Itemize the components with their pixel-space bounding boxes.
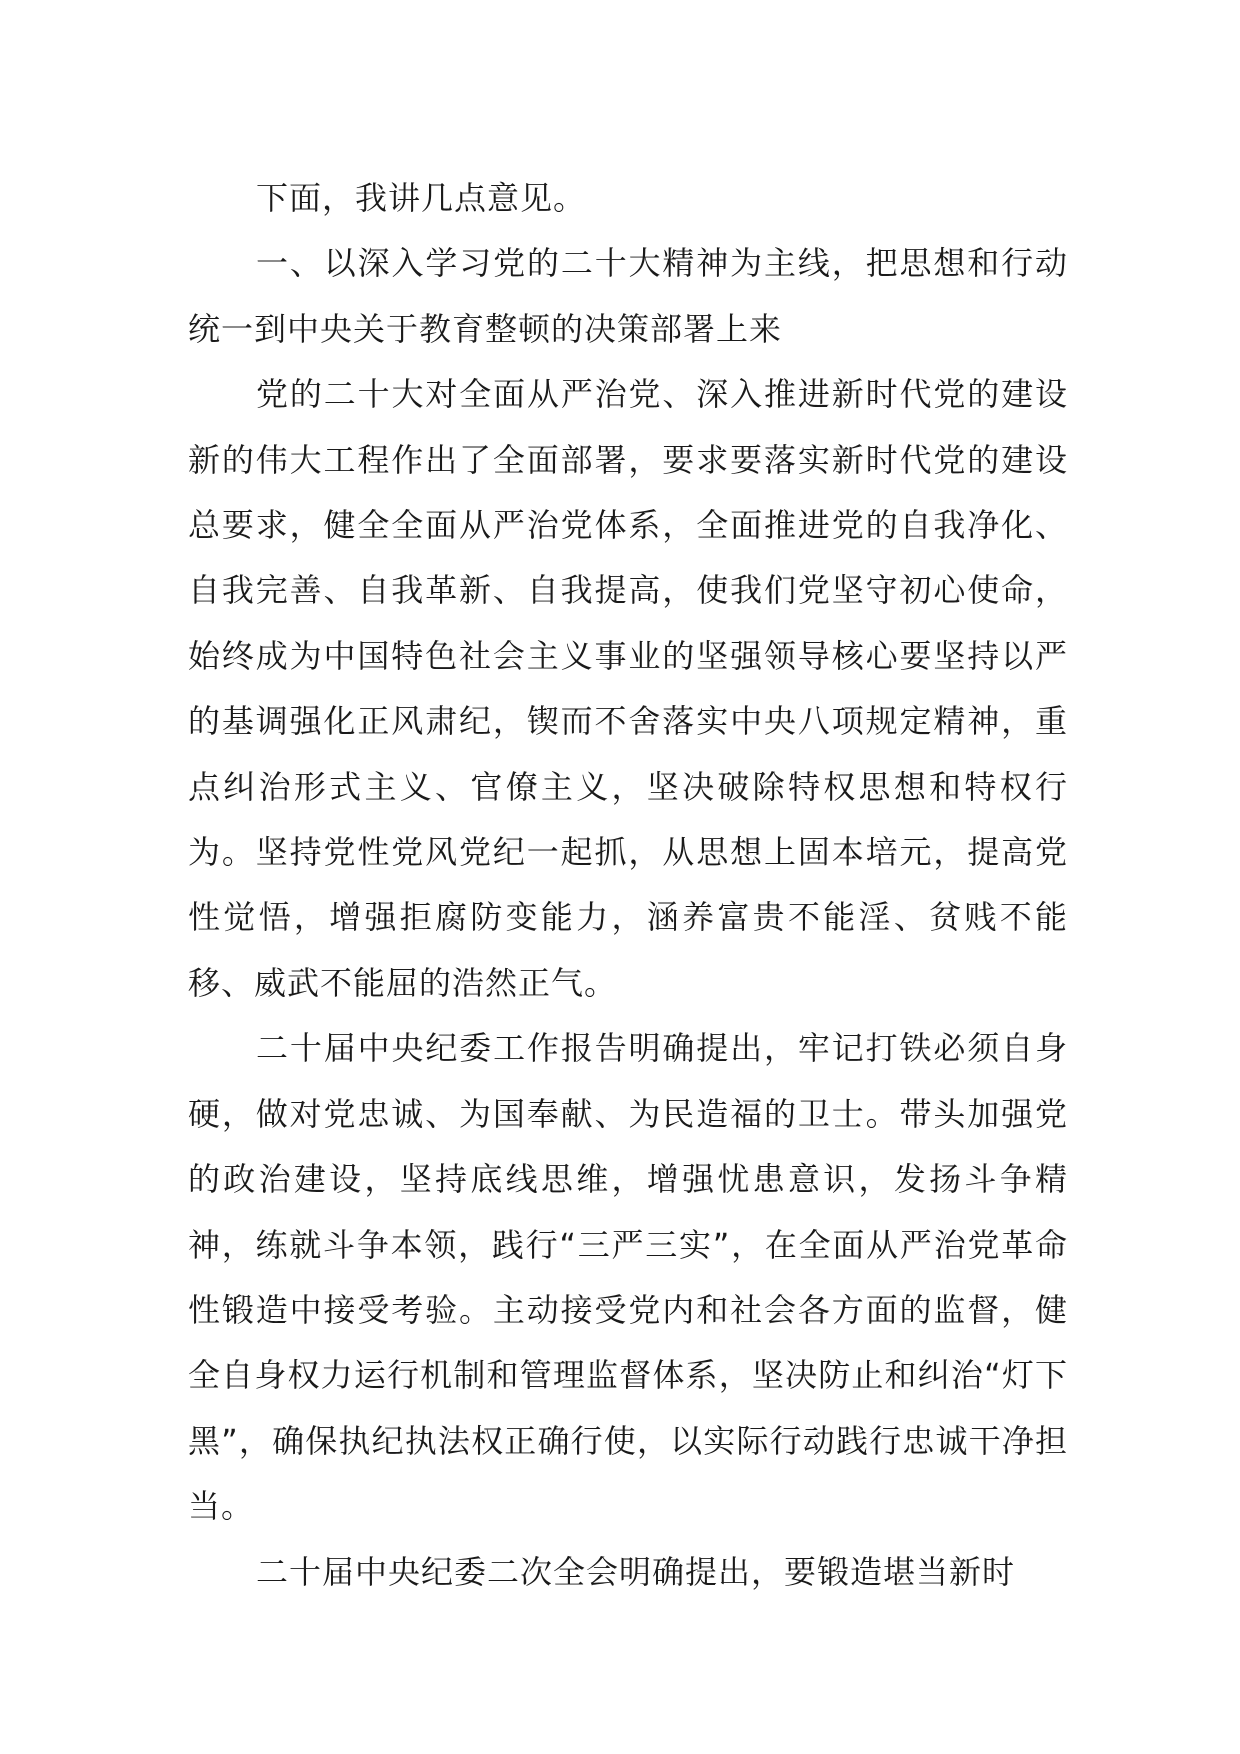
section-heading-one: 一、以深入学习党的二十大精神为主线，把思想和行动统一到中央关于教育整顿的决策部署上来 bbox=[188, 244, 1068, 348]
paragraph: 党的二十大对全面从严治党、深入推进新时代党的建设新的伟大工程作出了全面部署，要求要落实新时代党的建设总要求，健全全面从严治党体系，全面推进党的自我净化、自我完善、自我革新、自我提高，使我们党坚守初心使命，始终成为中国特色社会主义事业的坚强领导核心要坚持以严的基调强化正风肃纪，锲而不舍落实中央八项规定精神，重点纠治形式主义、官僚主义，坚决破除特权思想和特权行为。坚持党性党风党纪一起抓，从思想上固本培元，提高党性觉悟，增强拒腐防变能力，涵养富贵不能淫、贫贱不能移、威武不能屈的浩然正气。 bbox=[188, 375, 1068, 1002]
paragraph: 二十届中央纪委工作报告明确提出，牢记打铁必须自身硬，做对党忠诚、为国奉献、为民造福的卫士。带头加强党的政治建设，坚持底线思维，增强忧患意识，发扬斗争精神，练就斗争本领，践行“三严三实”，在全面从严治党革命性锻造中接受考验。主动接受党内和社会各方面的监督，健全自身权力运行机制和管理监督体系，坚决防止和纠治“灯下黑”，确保执纪执法权正确行使，以实际行动践行忠诚干净担当。 bbox=[188, 1029, 1068, 1526]
document-body bbox=[188, 166, 1068, 1605]
paragraph-intro: 下面，我讲几点意见。 bbox=[256, 179, 587, 217]
paragraph: 二十届中央纪委二次全会明确提出，要锻造堪当新时 bbox=[256, 1552, 1016, 1591]
